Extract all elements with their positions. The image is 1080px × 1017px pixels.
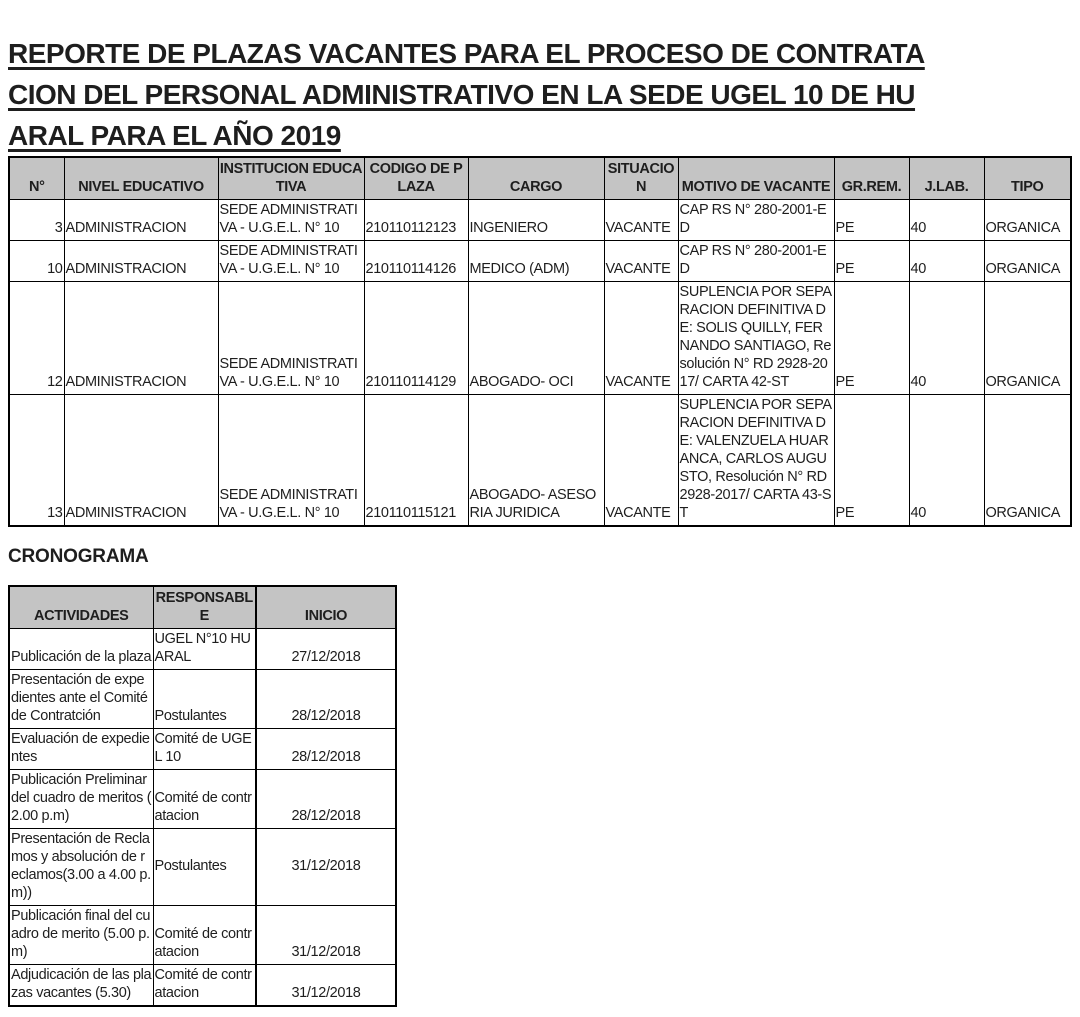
column-header-inicio: INICIO (256, 586, 396, 629)
cell-actividad: Publicación de la plaza (9, 629, 153, 670)
cell-cargo: MEDICO (ADM) (468, 241, 604, 282)
cell-tipo: ORGANICA (984, 200, 1071, 241)
cell-responsable: Comité de contratacion (153, 906, 256, 965)
cell-codigo: 210110112123 (364, 200, 468, 241)
cell-responsable: Postulantes (153, 670, 256, 729)
page-title-line-2: CION DEL PERSONAL ADMINISTRATIVO EN LA SEDE UGEL 10 DE HU (8, 79, 916, 110)
cell-responsable: Comité de contratacion (153, 965, 256, 1007)
cell-situacion: VACANTE (604, 395, 678, 527)
cell-inicio: 27/12/2018 (256, 629, 396, 670)
column-header-institucion-educativa: INSTITUCION EDUCATIVA (218, 157, 364, 200)
column-header-j-lab: J.LAB. (909, 157, 984, 200)
cronograma-row-publicacion-preliminar (9, 770, 396, 829)
table-row-plaza-13 (9, 395, 1071, 527)
cell-j-lab: 40 (909, 200, 984, 241)
vacantes-table (8, 156, 1072, 527)
cell-institucion: SEDE ADMINISTRATIVA - U.G.E.L. N° 10 (218, 395, 364, 527)
cell-responsable: UGEL N°10 HUARAL (153, 629, 256, 670)
table-row-plaza-12 (9, 282, 1071, 395)
cell-institucion: SEDE ADMINISTRATIVA - U.G.E.L. N° 10 (218, 241, 364, 282)
cell-j-lab: 40 (909, 282, 984, 395)
cell-nivel-educativo: ADMINISTRACION (64, 282, 218, 395)
vacantes-header-row (9, 157, 1071, 200)
cell-motivo: CAP RS N° 280-2001-ED (678, 241, 834, 282)
cell-gr-rem: PE (834, 241, 909, 282)
cell-actividad: Publicación Preliminar del cuadro de meritos ( 2.00 p.m) (9, 770, 153, 829)
cell-codigo: 210110114126 (364, 241, 468, 282)
cell-motivo: SUPLENCIA POR SEPARACION DEFINITIVA DE: SOLIS QUILLY, FERNANDO SANTIAGO, Resolución N° RD 2928-2017/ CARTA 42-ST (678, 282, 834, 395)
column-header-actividades: ACTIVIDADES (9, 586, 153, 629)
cronograma-row-evaluacion-expedientes (9, 729, 396, 770)
column-header-tipo: TIPO (984, 157, 1071, 200)
page-title-line-1: REPORTE DE PLAZAS VACANTES PARA EL PROCESO DE CONTRATA (8, 38, 925, 69)
cell-inicio: 28/12/2018 (256, 670, 396, 729)
cell-situacion: VACANTE (604, 241, 678, 282)
cronograma-header-row (9, 586, 396, 629)
cell-codigo: 210110114129 (364, 282, 468, 395)
cell-j-lab: 40 (909, 241, 984, 282)
cell-cargo: ABOGADO- ASESORIA JURIDICA (468, 395, 604, 527)
column-header-situacion: SITUACION (604, 157, 678, 200)
table-row-plaza-3 (9, 200, 1071, 241)
cell-institucion: SEDE ADMINISTRATIVA - U.G.E.L. N° 10 (218, 200, 364, 241)
cell-nivel-educativo: ADMINISTRACION (64, 241, 218, 282)
cell-numero: 12 (9, 282, 64, 395)
cronograma-table (8, 585, 397, 1007)
cronograma-row-presentacion-expedientes (9, 670, 396, 729)
page-title (8, 33, 1071, 156)
cronograma-row-presentacion-reclamos (9, 829, 396, 906)
cell-numero: 13 (9, 395, 64, 527)
cell-tipo: ORGANICA (984, 241, 1071, 282)
cell-motivo: SUPLENCIA POR SEPARACION DEFINITIVA DE: VALENZUELA HUARANCA, CARLOS AUGUSTO, Resolución N° RD 2928-2017/ CARTA 43-ST (678, 395, 834, 527)
column-header-nivel-educativo: NIVEL EDUCATIVO (64, 157, 218, 200)
cell-inicio: 31/12/2018 (256, 965, 396, 1007)
column-header-cargo: CARGO (468, 157, 604, 200)
cell-nivel-educativo: ADMINISTRACION (64, 395, 218, 527)
cell-responsable: Comité de contratacion (153, 770, 256, 829)
cell-responsable: Comité de UGEL 10 (153, 729, 256, 770)
cell-tipo: ORGANICA (984, 282, 1071, 395)
page-title-line-3: ARAL PARA EL AÑO 2019 (8, 120, 341, 151)
cronograma-heading: CRONOGRAMA (8, 546, 149, 567)
cell-gr-rem: PE (834, 282, 909, 395)
column-header-gr-rem: GR.REM. (834, 157, 909, 200)
cell-inicio: 31/12/2018 (256, 829, 396, 906)
cell-tipo: ORGANICA (984, 395, 1071, 527)
cell-actividad: Publicación final del cuadro de merito (5.00 p.m) (9, 906, 153, 965)
cell-j-lab: 40 (909, 395, 984, 527)
cell-situacion: VACANTE (604, 282, 678, 395)
table-row-plaza-10 (9, 241, 1071, 282)
cell-nivel-educativo: ADMINISTRACION (64, 200, 218, 241)
cell-actividad: Presentación de expedientes ante el Comité de Contratción (9, 670, 153, 729)
cell-cargo: INGENIERO (468, 200, 604, 241)
cell-gr-rem: PE (834, 200, 909, 241)
cell-actividad: Evaluación de expedientes (9, 729, 153, 770)
column-header-responsable: RESPONSABLE (153, 586, 256, 629)
cell-responsable: Postulantes (153, 829, 256, 906)
cell-inicio: 28/12/2018 (256, 770, 396, 829)
cell-codigo: 210110115121 (364, 395, 468, 527)
cell-actividad: Adjudicación de las plazas vacantes (5.30) (9, 965, 153, 1007)
cronograma-row-publicacion-plaza (9, 629, 396, 670)
cronograma-row-adjudicacion (9, 965, 396, 1007)
cell-cargo: ABOGADO- OCI (468, 282, 604, 395)
cell-gr-rem: PE (834, 395, 909, 527)
cell-numero: 10 (9, 241, 64, 282)
cell-institucion: SEDE ADMINISTRATIVA - U.G.E.L. N° 10 (218, 282, 364, 395)
cell-actividad: Presentación de Reclamos y absolución de reclamos(3.00 a 4.00 p.m)) (9, 829, 153, 906)
column-header-motivo-de-vacante: MOTIVO DE VACANTE (678, 157, 834, 200)
cell-numero: 3 (9, 200, 64, 241)
column-header-numero: N° (9, 157, 64, 200)
cell-situacion: VACANTE (604, 200, 678, 241)
column-header-codigo-de-plaza: CODIGO DE PLAZA (364, 157, 468, 200)
cell-motivo: CAP RS N° 280-2001-ED (678, 200, 834, 241)
cell-inicio: 28/12/2018 (256, 729, 396, 770)
cronograma-row-publicacion-final (9, 906, 396, 965)
cell-inicio: 31/12/2018 (256, 906, 396, 965)
